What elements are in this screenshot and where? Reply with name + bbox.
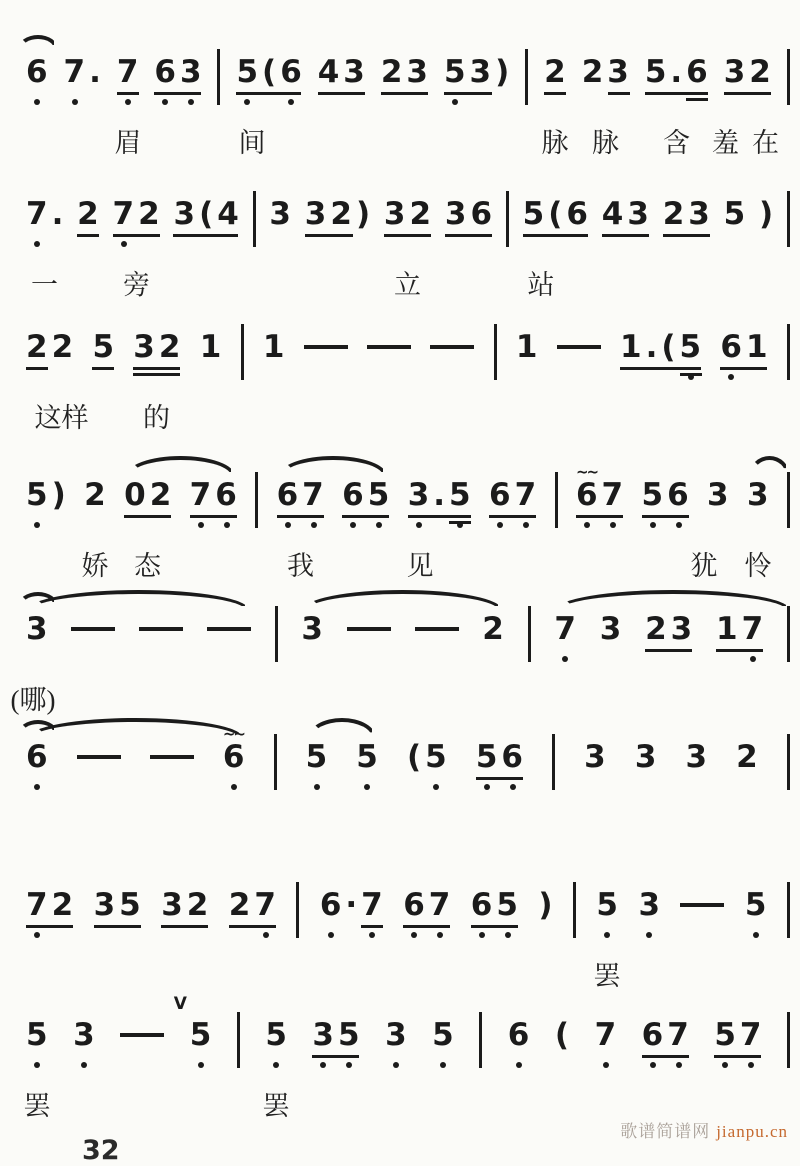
duration-dash [557,345,601,349]
octave-dot [516,1062,522,1068]
note-token: 5 6 [642,478,689,512]
barline [787,734,790,790]
lyric: 脉 [592,128,619,158]
note-token: 1 [262,329,285,365]
note-token: 2 2 [26,330,73,364]
octave-dot [440,1062,446,1068]
lyric: 一 [31,270,58,300]
mordent-icon: ~~ [222,725,244,743]
note-token: 5 ) [26,478,66,512]
note-token: 5 [745,888,767,922]
note-token: 3 5 [94,888,141,922]
beam-underline [408,515,471,518]
note-token: 2 [77,197,99,231]
lyric: 我 [287,551,314,581]
octave-dot [650,1062,656,1068]
note-row [26,463,790,538]
beam-underline [312,1055,359,1058]
note-token: 6 [26,740,48,774]
octave-dot [676,522,682,528]
octave-dot [748,1062,754,1068]
beam-underline [190,515,237,518]
note-row [26,330,790,390]
barline [506,191,509,247]
beam-underline [161,925,208,928]
note-token: 7 6 [190,478,237,512]
duration-dash [77,755,121,759]
barline [274,734,277,790]
octave-dot [198,522,204,528]
note-token: 4 3 [602,197,649,231]
note-token: 5 ( 6 [523,197,588,231]
lyric: 态 [134,551,161,581]
beam-underline [444,92,492,95]
beam-underline [620,367,701,370]
beam-underline [686,98,708,101]
note-token: 3 5 [312,1018,359,1052]
note-token: 3 [747,477,769,513]
note-token: 3 [634,739,657,775]
barline [217,49,220,105]
note-token: 3 . 5 [408,478,471,512]
octave-dot [121,241,127,247]
note-row [26,994,790,1078]
note-token: 5 7 [714,1018,761,1052]
note-token: 7 . [64,55,101,89]
note-token: 4 3 [318,55,365,89]
barline [787,1012,790,1068]
note-token: 2 3 [582,55,629,89]
octave-dot [452,99,458,105]
octave-dot [364,784,370,790]
score-line-4 [26,463,790,608]
beam-underline [544,92,566,95]
note-token: 3 [269,196,291,232]
barline [787,324,790,380]
beam-underline [113,234,160,237]
lyric: 脉 [541,128,569,158]
note-row [26,612,790,672]
note-token: 1 [199,329,222,365]
note-token: 5 6 [476,740,523,774]
beam-underline [384,234,431,237]
note-token: 7 . [26,197,63,231]
octave-dot [750,656,756,662]
beam-underline [720,367,767,370]
beam-underline [471,925,518,928]
note-token: 6 1 [720,330,767,364]
page-number: 32 [82,1135,120,1166]
octave-dot [34,241,40,247]
beam-underline [361,925,383,928]
barline [787,49,790,105]
lyric: 眉 [114,128,142,158]
note-token: 5 [723,196,746,232]
beam-underline [133,367,180,370]
beam-underline [133,373,180,376]
beam-underline [724,92,771,95]
note-token: 2 7 [229,888,276,922]
beam-underline [94,925,141,928]
octave-dot [346,1062,352,1068]
barline [275,606,278,662]
beam-underline [92,367,114,370]
beam-underline [26,925,73,928]
barline [787,882,790,938]
note-token: 3 [638,888,660,922]
beam-underline [124,515,171,518]
duration-dash [71,627,115,631]
lyric: 罢 [23,1091,51,1121]
beam-underline [576,515,623,518]
note-token: 2 [736,739,758,775]
octave-dot [437,932,443,938]
beam-underline [602,234,649,237]
beam-underline [26,367,48,370]
note-token: 5 [432,1018,454,1052]
beam-underline [608,92,630,95]
note-token: 3 ( 4 [173,197,238,231]
barline [479,1012,482,1068]
note-token: ) [538,887,553,923]
octave-dot [376,522,382,528]
note-token: 5 [306,740,328,774]
beam-underline [305,234,353,237]
octave-dot [603,1062,609,1068]
lyric: 犹 [690,551,718,581]
beam-underline [645,649,692,652]
breath-mark: V [173,994,187,1014]
octave-dot [523,522,529,528]
octave-dot [505,932,511,938]
score-line-6 [26,725,790,870]
barline [241,324,244,380]
note-token: 3 2 [133,330,180,364]
note-token: 6 7 ~~ [576,478,623,512]
note-token: 5 V [190,1018,212,1052]
note-token: 3 [301,611,323,647]
barline [296,882,299,938]
lyric: 罢 [262,1091,290,1121]
lyric: (哪) [10,685,56,715]
note-token: 6 · 7 [320,888,383,922]
octave-dot [244,99,250,105]
octave-dot [393,1062,399,1068]
octave-dot [722,1062,728,1068]
octave-dot [650,522,656,528]
note-token: 7 [117,55,139,89]
note-token: 6 3 [154,55,201,89]
note-token: ( 5 [407,740,447,774]
beam-underline [476,777,523,780]
barline [528,606,531,662]
lyric: 娇 [81,551,109,581]
score-line-1 [26,55,790,185]
note-token: 7 2 [26,888,73,922]
octave-dot [34,1062,40,1068]
octave-dot [484,784,490,790]
beam-underline [236,92,301,95]
duration-dash [120,1033,164,1037]
octave-dot [72,99,78,105]
score-line-7 [26,888,790,1018]
octave-dot [311,522,317,528]
note-token: 3 2 [161,888,208,922]
note-token: 1 7 [716,612,763,646]
octave-dot [510,784,516,790]
note-token: 6 7 [277,478,324,512]
note-token: 5 [265,1018,287,1052]
lyric: 站 [527,270,555,300]
beam-underline [117,92,139,95]
beam-underline [318,92,365,95]
note-token: 3 6 [445,197,492,231]
lyric: 这样 [34,403,89,433]
note-row [26,197,790,257]
note-token: 2 3 [381,55,428,89]
note-token: 3 2 ) [305,197,370,231]
octave-dot [263,932,269,938]
duration-dash [367,345,411,349]
octave-dot [188,99,194,105]
octave-dot [314,784,320,790]
barline [787,472,790,528]
note-token: 3 [584,739,606,775]
barline [237,1012,240,1068]
footer [620,1117,788,1142]
note-token: 2 3 [663,197,710,231]
lyric: 羞 [712,128,739,158]
lyric: 旁 [123,270,150,300]
octave-dot [34,99,40,105]
duration-dash [150,755,194,759]
lyric: 的 [143,403,170,433]
note-token: ) [759,196,774,232]
beam-underline [277,515,324,518]
beam-underline [716,649,763,652]
note-token: 1 . ( 5 [620,330,701,364]
lyric: 在 [752,128,779,158]
note-token: 3 [707,477,729,513]
duration-dash [207,627,251,631]
octave-dot [562,656,568,662]
octave-dot [728,374,734,380]
octave-dot [162,99,168,105]
tie-continuation-hook [18,35,58,49]
beam-underline [645,92,708,95]
barline [573,882,576,938]
lyric: 见 [406,551,434,581]
octave-dot [753,932,759,938]
octave-dot [688,374,694,380]
note-token: 2 3 [645,612,692,646]
beam-underline [445,234,492,237]
octave-dot [457,522,463,528]
note-token: 5 [596,888,618,922]
barline [525,49,528,105]
note-token: 5 3 ) [444,55,509,89]
beam-underline [229,925,276,928]
note-token: 7 [595,1018,617,1052]
beam-underline [642,515,689,518]
octave-dot [125,99,131,105]
duration-dash [304,345,348,349]
duration-dash [680,903,724,907]
barline [253,191,256,247]
note-row [26,55,790,115]
barline [555,472,558,528]
beam-underline [523,234,588,237]
note-row [26,725,790,800]
octave-dot [497,522,503,528]
note-token: 3 [685,739,708,775]
note-token: 0 2 [124,478,171,512]
lyric: 立 [394,270,421,300]
note-token: 7 [554,612,576,646]
note-token: 5 [92,330,114,364]
octave-dot [285,522,291,528]
octave-dot [34,784,40,790]
octave-dot [411,932,417,938]
note-token: 2 [84,477,106,513]
octave-dot [676,1062,682,1068]
note-token: 5 . 6 [645,55,708,89]
octave-dot [224,522,230,528]
octave-dot [433,784,439,790]
lyric: 罢 [593,961,621,991]
note-token: 6 7 [403,888,450,922]
octave-dot [646,932,652,938]
octave-dot [328,932,334,938]
barline [494,324,497,380]
beam-underline [173,234,238,237]
note-token: 6 7 [642,1018,689,1052]
beam-underline [77,234,99,237]
duration-dash [139,627,183,631]
score-line-2 [26,197,790,327]
beam-underline [342,515,389,518]
octave-dot [231,784,237,790]
octave-dot [479,932,485,938]
note-token: 6 [26,55,48,89]
note-token: 3 [73,1018,95,1052]
lyric: 含 [663,128,690,158]
note-token: 6 7 [489,478,536,512]
octave-dot [34,522,40,528]
note-token: 5 [26,1018,48,1052]
lyric: 怜 [744,551,772,581]
note-token: 6 [508,1018,530,1052]
beam-underline [489,515,536,518]
note-token: 3 [385,1018,407,1052]
octave-dot [610,522,616,528]
note-token: 3 2 [384,197,431,231]
footer-site-link[interactable]: jianpu.cn [716,1122,788,1141]
beam-underline [381,92,428,95]
duration-dash [347,627,391,631]
beam-underline [714,1055,761,1058]
note-token: 6 5 [471,888,518,922]
note-token: 6 5 [342,478,389,512]
footer-site-name: 歌谱简谱网 [620,1122,711,1141]
beam-underline [642,1055,689,1058]
note-token: ( [554,1017,570,1053]
octave-dot [288,99,294,105]
score-line-3 [26,330,790,460]
barline [787,606,790,662]
note-token: 6 ~~ [223,740,245,774]
barline [255,472,258,528]
lyric: 间 [238,128,266,158]
note-token: 2 [482,611,504,647]
note-token: 5 [356,740,378,774]
duration-dash [430,345,474,349]
octave-dot [81,1062,87,1068]
octave-dot [273,1062,279,1068]
note-token: 5 ( 6 [236,55,301,89]
beam-underline [403,925,450,928]
mordent-icon: ~~ [575,463,598,481]
beam-underline [154,92,201,95]
note-token: 1 [515,329,538,365]
beam-underline [663,234,710,237]
note-token: 2 [544,55,566,89]
note-token: 3 [599,611,622,647]
note-token: 3 2 [724,55,771,89]
octave-dot [369,932,375,938]
note-token: 7 2 [113,197,160,231]
octave-dot [604,932,610,938]
duration-dash [415,627,459,631]
barline [787,191,790,247]
octave-dot [34,932,40,938]
octave-dot [198,1062,204,1068]
octave-dot [350,522,356,528]
octave-dot [584,522,590,528]
octave-dot [320,1062,326,1068]
note-token: 3 [26,611,48,647]
note-row [26,888,790,948]
barline [552,734,555,790]
octave-dot [416,522,422,528]
